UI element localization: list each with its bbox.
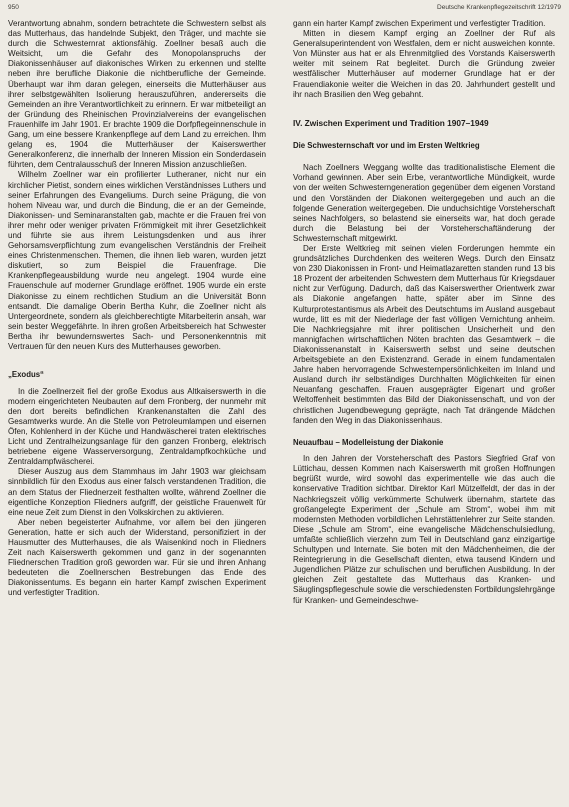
paragraph: Dieser Auszug aus dem Stammhaus im Jahr 1903 war gleichsam sinnbildlich für den Exodus aus einer falsch verstandenen Tradition, die an dem Status der Fliednerzeit festhalten wollte, während Zoellner die eigentliche Konzeption Fliedners aufgriff, der geistliche Frauenwelt für eine neue Zeit zum Dienst in den Volkskirchen zu aktivieren. bbox=[8, 467, 266, 517]
paragraph: Nach Zoellners Weggang wollte das traditionalistische Element die Vorhand gewinnen. Aber sein Erbe, verantwortliche Mündigkeit, wurde von der weiten Schwesterngeneration gegenüber dem eigenen Vorstand und den Vorständen der Diakonen weitergegeben und auch an die folgende Generation weitergegeben. Die unduchsichtige Vorsteherschaft seines Nachfolgers, so belastend sie einerseits war, hat doch gerade durch die Belastung bei der Vorsteherschaftänderung der Schwesternschaft mitgewirkt. bbox=[293, 163, 555, 243]
paragraph: Aber neben begeisterter Aufnahme, vor allem bei den jüngeren Generation, hatte er sich auch der Widerstand, personifiziert in der Hausmutter des Mutterhauses, die als Waisenkind noch in Fliedners Zeit nach Kaiserswerth gekommen und ganz in der sogenannten Fliednerschen Tradition groß geworden war. Für sie und ihren Anhang bedeuteten die Zoellnerschen Bestrebungen das Ende des Diakonissentums. Es begann ein harter Kampf zwischen Experiment und verfestigter Tradition. bbox=[8, 517, 266, 598]
subheading-weltkrieg: Die Schwesternschaft vor und im Ersten Weltkrieg bbox=[293, 140, 480, 150]
paragraph: Mitten in diesem Kampf erging an Zoellner der Ruf als Generalsuperintendent von Westfalen, dem er nicht ausweichen konnte. Von Münster aus hat er als Ehrenmitglied des Vorstands Kaiserswerth weiter mit seinem Rat begleitet. Durch die Gründung zweier westfälischer Mutterhäuser auf moderner Grundlage hat er der Frauendiakonie weiter die Weichen in das 20. Jahrhundert gestellt und ihr nach Brasilien den Weg gebahnt. bbox=[293, 29, 555, 99]
right-column bbox=[293, 19, 555, 606]
page-number: 950 bbox=[8, 4, 19, 11]
running-header bbox=[8, 4, 561, 16]
journal-title: Deutsche Krankenpflegezeitschrift 12/1979 bbox=[437, 4, 561, 11]
paragraph: In die Zoellnerzeit fiel der große Exodus aus Altkaiserswerth in die modern eingerichteten Neubauten auf dem Fronberg, der nunmehr mit den dort bereits befindlichen Krankenanstalten die Zahl des Gesamtwerks wurde. An die Stelle von Petroleumlampen und eisernen Öfen, Kohlenherd in der Küche und Handwäscherei traten elektrisches Licht und Zentralheizungsanlage für den ganzen Fronberg, elektrisch betriebene eigene Wasserversorgung, Zentraldampfkochküche und Zentraldampfwäscherei. bbox=[8, 386, 266, 467]
paragraph: gann ein harter Kampf zwischen Experiment und verfestigter Tradition. bbox=[293, 19, 546, 28]
paragraph: Der Erste Weltkrieg mit seinen vielen Forderungen hemmte ein grundsätzliches Durchdenken des weiteren Wegs. Durch den Einsatz von 230 Diakonissen in Front- und Heimatlazaretten standen rund 13 bis 18 Prozent der arbeitenden Schwestern dem Mutterhaus für Kriegsdauer nicht zur Verfügung. Dadurch, daß das Kaiserswerther Orientwerk zwar als Diakonie angefangen hatte, später aber im Sinne des Kulturprotestantismus als Arbeit des Deutschtums im Ausland ausgebaut wurde, litt es mit der Niederlage der fast völligen Vernichtung anheim. Die Nachkriegsjahre mit ihrer politischen Unsicherheit und den mannigfachen wirtschaftlichen Nöten brachten das Gesamtwerk – die Diakonissenanstalt in Kaiserswerth selbst und seine deutschen Arbeitsgebiete an den Existenzrand. Gerade in einem fundamentalen Jahre haben hervorragende Schwesternpersönlichkeiten im Inland und Ausland durch ihr selbständiges Durchhalten Möglichkeiten für einen Neuanfang geschaffen. Frauen ausgeprägter Eigenart und großer Weltoffenheit bestimmten das Bild der Diakonissenschaft, und von der christlichen Jugendbewegung geprägte, nach Tat drängende Mädchen fanden den Weg in das Diakonissenhaus. bbox=[293, 244, 555, 425]
section-heading: IV. Zwischen Experiment und Tradition 1907–1949 bbox=[293, 117, 489, 128]
subheading-neuaufbau: Neuaufbau – Modelleistung der Diakonie bbox=[293, 437, 444, 447]
subheading-exodus: „Exodus“ bbox=[8, 370, 44, 380]
left-column bbox=[8, 19, 266, 599]
paragraph: Verantwortung abnahm, sondern betrachtete die Schwestern selbst als das Mutterhaus, das handelnde Subjekt, den Träger, und machte sie durch die Schwesternrat aktionsfähig. Zoellner besaß auch die Weitsicht, um die Gefahr des Monopolanspruchs der Diakonissenhäuser auf diakonisches Wirken zu erkennen und stellte neben ihre berufliche Diakonie die nichtberufliche der Gemeinde. Überhaupt war ihm daran gelegen, einerseits die Mutterhäuser aus ihrer selbstgewählten Isolierung herauszuführen, andererseits die Gemeinden an ihre Verantwortlichkeit zu erinnern. Er war mitbeteiligt an der Gründung des Rheinischen Provinzialvereins der evangelischen Frauenhilfe im Jahr 1901. Er brachte 1909 die Dorfpflegeinnenschule in Gang, um eine bessere Krankenpflege auf dem Land zu erreichen. Ihm gelang es, 1904 die Mutterhäuser der Kaiserswerther Generalkonferenz, die innerhalb der Inneren Mission ein Sonderdasein führten, dem Centralausschuß der Inneren Mission anzuschließen. bbox=[8, 19, 266, 170]
paragraph: Wilhelm Zoellner war ein profilierter Lutheraner, nicht nur ein kirchlicher Pietist, sondern eines wirklichen Verständnisses Luthers und seiner Erfahrungen des Evangeliums. Durch seine Prägung, die von hohem Niveau war, und durch die Bindung, die er an der Gemeinde, Diakonissen- und Seminaranstalten gab, machte er die Frauen frei von ihrer mehr oder weniger privaten Frömmigkeit mit ihrer Gesetzlichkeit und führte sie aus ihrem Leistungsdenken und aus ihrer Gehorsamsverpflichtung zum evangelischen Verständnis der Freiheit eines Christenmenschen. Themen, die ihnen lieb waren, wurden jetzt diskutiert, so zum Beispiel die Frauenfrage. Die Krankenpflegeausbildung wurde neu angelegt. 1904 wurde eine Frauenschule auf moderner Grundlage eröffnet. 1905 wurde ein erste Diakonisse zu einem rechtlichen Studium an die Universität Bonn entsandt. Die damalige Oberin Bertha Kuhr, die Zoellner nicht als Untergeordnete, sondern als gleichberechtigte Mitarbeiterin ansah, war sein bester Weggefährte. In ihren großen Arbeitsbereich hat Schwester Bertha ihr bewundernswertes Sach- und Personenkenntnis mit Vertrauen für den neuen Kurs des Mutterhauses geworben. bbox=[8, 170, 266, 351]
paragraph: In den Jahren der Vorsteherschaft des Pastors Siegfried Graf von Lüttichau, dessen Kommen nach Kaiserswerth mit großen Hoffnungen begrüßt wurde, wird sowohl das experimentelle wie das auch die konservative Tradition sichtbar. Direktor Karl Mützelfeldt, der das in der Nachkriegszeit völlig verkümmerte Schulwerk übernahm, startete das großangelegte Experiment der „Schule am Strom“, wobei ihm mit modernsten Methoden vorbildlichen Lehrstättenlehrer zur Seite standen. Diese „Schule am Strom“, eine evangelische Mädchenschulsiedlung, umfaßte schließlich vierzehn zum Teil in Deutschland ganz einzigartige Schultypen und Internate. Sie boten mit den Mädchenheimen, die der Reintegrierung in die Gesellschaft dienten, etwa tausend Kindern und Jugendlichen Plätze zur schulischen und beruflichen Ausbildung. In der gleichen Zeit gestaltete das Mutterhaus das Kranken- und Säuglingspflegeschule sowie die verschiedensten Fortbildungslehrgänge für Kranken- und Gemeindeschwe- bbox=[293, 454, 555, 605]
